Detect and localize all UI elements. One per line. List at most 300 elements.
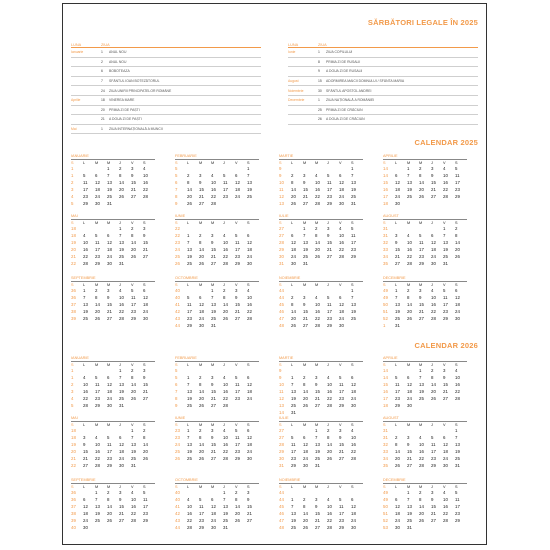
day-cell: 13 bbox=[187, 442, 192, 447]
day-cell: 5 bbox=[95, 233, 98, 238]
week-number: 44 bbox=[175, 525, 180, 530]
week-number: 10 bbox=[279, 180, 284, 185]
month-block bbox=[71, 214, 155, 270]
day-cell: 2 bbox=[143, 428, 146, 433]
day-cell: 1 bbox=[131, 428, 134, 433]
weekday-label: V bbox=[131, 484, 134, 489]
day-cell: 21 bbox=[143, 247, 148, 252]
month-block bbox=[279, 154, 363, 210]
day-cell: 13 bbox=[395, 302, 400, 307]
weekday-label: M bbox=[211, 160, 215, 165]
weekday-label: M bbox=[107, 484, 111, 489]
week-number: 48 bbox=[279, 525, 284, 530]
day-cell: 14 bbox=[131, 240, 136, 245]
day-cell: 6 bbox=[235, 173, 238, 178]
day-cell: 14 bbox=[395, 449, 400, 454]
day-cell: 11 bbox=[199, 504, 204, 509]
day-cell: 31 bbox=[223, 525, 228, 530]
weekday-label: L bbox=[83, 282, 86, 287]
day-cell: 15 bbox=[407, 449, 412, 454]
weekday-label: M bbox=[419, 220, 423, 225]
day-cell: 8 bbox=[199, 435, 202, 440]
day-cell: 26 bbox=[235, 518, 240, 523]
day-cell: 19 bbox=[455, 449, 460, 454]
day-cell: 2 bbox=[223, 288, 226, 293]
day-cell: 17 bbox=[187, 309, 192, 314]
weekday-label: S bbox=[247, 282, 250, 287]
weekday-label: S bbox=[383, 484, 386, 489]
week-number: 43 bbox=[175, 316, 180, 321]
day-cell: 19 bbox=[351, 309, 356, 314]
day-cell: 5 bbox=[431, 435, 434, 440]
weekday-label: J bbox=[327, 484, 329, 489]
holiday-row bbox=[71, 86, 261, 96]
day-cell: 6 bbox=[443, 435, 446, 440]
week-number: 22 bbox=[71, 261, 76, 266]
day-cell: 14 bbox=[315, 240, 320, 245]
day-cell: 16 bbox=[247, 302, 252, 307]
day-cell: 17 bbox=[235, 442, 240, 447]
weekday-label: S bbox=[351, 484, 354, 489]
day-cell: 29 bbox=[95, 403, 100, 408]
day-cell: 18 bbox=[199, 309, 204, 314]
day-cell: 8 bbox=[235, 497, 238, 502]
day-cell: 6 bbox=[211, 497, 214, 502]
weekday-label: M bbox=[315, 220, 319, 225]
holiday-row bbox=[71, 48, 261, 58]
weekday-label: S bbox=[351, 220, 354, 225]
month-block bbox=[175, 356, 259, 412]
month-block bbox=[279, 356, 363, 415]
day-cell: 26 bbox=[107, 518, 112, 523]
day-cell: 27 bbox=[327, 254, 332, 259]
day-cell: 2 bbox=[315, 226, 318, 231]
day-cell: 25 bbox=[315, 456, 320, 461]
day-cell: 1 bbox=[247, 166, 250, 171]
day-cell: 22 bbox=[211, 194, 216, 199]
month-name: IANUARIE bbox=[71, 356, 155, 362]
day-cell: 8 bbox=[315, 233, 318, 238]
day-cell: 9 bbox=[431, 173, 434, 178]
day-cell: 16 bbox=[351, 442, 356, 447]
holiday-day: 18 bbox=[101, 98, 105, 103]
day-cell: 17 bbox=[107, 449, 112, 454]
week-number: 26 bbox=[175, 261, 180, 266]
day-cell: 27 bbox=[199, 201, 204, 206]
month-name: MARTIE bbox=[279, 356, 363, 362]
weekday-label: V bbox=[339, 362, 342, 367]
day-cell: 3 bbox=[199, 173, 202, 178]
day-cell: 13 bbox=[443, 240, 448, 245]
week-number: 23 bbox=[175, 240, 180, 245]
day-cell: 27 bbox=[83, 463, 88, 468]
day-cell: 14 bbox=[291, 187, 296, 192]
day-cell: 12 bbox=[247, 382, 252, 387]
month-block bbox=[175, 276, 259, 332]
weekday-label: M bbox=[95, 484, 99, 489]
week-number: 34 bbox=[383, 254, 388, 259]
day-cell: 20 bbox=[223, 309, 228, 314]
day-cell: 28 bbox=[211, 201, 216, 206]
day-cell: 16 bbox=[223, 389, 228, 394]
week-number: 40 bbox=[175, 490, 180, 495]
weekday-label: M bbox=[407, 160, 411, 165]
holiday-day: 1 bbox=[101, 50, 103, 55]
day-cell: 8 bbox=[199, 240, 202, 245]
day-cell: 20 bbox=[235, 511, 240, 516]
day-cell: 6 bbox=[431, 233, 434, 238]
month-block bbox=[383, 478, 467, 534]
weekday-label: V bbox=[443, 422, 446, 427]
day-cell: 19 bbox=[303, 247, 308, 252]
day-cell: 24 bbox=[107, 396, 112, 401]
day-cell: 11 bbox=[143, 497, 148, 502]
day-cell: 9 bbox=[247, 497, 250, 502]
day-cell: 23 bbox=[339, 396, 344, 401]
day-cell: 14 bbox=[199, 247, 204, 252]
weekday-label: L bbox=[187, 160, 190, 165]
day-cell: 3 bbox=[315, 375, 318, 380]
day-cell: 7 bbox=[303, 233, 306, 238]
weekday-label: V bbox=[339, 160, 342, 165]
weekday-label: M bbox=[315, 160, 319, 165]
day-cell: 22 bbox=[443, 187, 448, 192]
week-number: 44 bbox=[279, 490, 284, 495]
holiday-name: PRIMA ZI DE RUSALII bbox=[326, 59, 361, 64]
month-name: FEBRUARIE bbox=[175, 356, 259, 362]
weekday-label: S bbox=[279, 282, 282, 287]
day-cell: 20 bbox=[419, 187, 424, 192]
day-cell: 21 bbox=[327, 247, 332, 252]
day-cell: 15 bbox=[339, 442, 344, 447]
day-cell: 26 bbox=[199, 261, 204, 266]
week-number: 18 bbox=[383, 201, 388, 206]
day-cell: 22 bbox=[443, 511, 448, 516]
day-cell: 18 bbox=[395, 511, 400, 516]
weekday-label: M bbox=[407, 282, 411, 287]
week-number: 28 bbox=[279, 442, 284, 447]
week-number: 31 bbox=[383, 233, 388, 238]
day-cell: 7 bbox=[291, 504, 294, 509]
holiday-name: ZIUA UNIRII PRINCIPATELOR ROMÂNE bbox=[109, 88, 172, 93]
day-cell: 14 bbox=[223, 302, 228, 307]
month-block bbox=[175, 416, 259, 472]
week-number: 31 bbox=[383, 428, 388, 433]
day-cell: 19 bbox=[419, 389, 424, 394]
day-cell: 11 bbox=[455, 497, 460, 502]
week-number: 50 bbox=[383, 504, 388, 509]
day-cell: 23 bbox=[199, 518, 204, 523]
weekday-label: L bbox=[187, 362, 190, 367]
day-cell: 4 bbox=[431, 288, 434, 293]
weekday-label: J bbox=[119, 282, 121, 287]
day-cell: 30 bbox=[211, 525, 216, 530]
weekday-header bbox=[175, 422, 259, 427]
day-cell: 26 bbox=[223, 316, 228, 321]
day-cell: 2 bbox=[395, 435, 398, 440]
day-cell: 18 bbox=[339, 309, 344, 314]
holiday-name: ANUL NOU bbox=[109, 50, 127, 55]
week-number: 22 bbox=[175, 226, 180, 231]
day-cell: 22 bbox=[419, 456, 424, 461]
holiday-name: SFÂNTUL APOSTOL ANDREI bbox=[326, 88, 372, 93]
day-cell: 29 bbox=[455, 194, 460, 199]
week-number: 26 bbox=[175, 456, 180, 461]
day-cell: 17 bbox=[199, 511, 204, 516]
day-cell: 15 bbox=[303, 309, 308, 314]
day-cell: 22 bbox=[223, 449, 228, 454]
week-number: 21 bbox=[71, 456, 76, 461]
day-cell: 25 bbox=[187, 261, 192, 266]
day-cell: 15 bbox=[107, 302, 112, 307]
day-cell: 21 bbox=[407, 456, 412, 461]
day-cell: 13 bbox=[455, 442, 460, 447]
month-name: MAI bbox=[71, 214, 155, 220]
day-cell: 9 bbox=[419, 295, 422, 300]
day-cell: 3 bbox=[395, 233, 398, 238]
day-cell: 25 bbox=[443, 254, 448, 259]
weekday-label: S bbox=[455, 282, 458, 287]
day-cell: 27 bbox=[315, 403, 320, 408]
weekday-label: J bbox=[327, 160, 329, 165]
day-cell: 11 bbox=[95, 240, 100, 245]
day-cell: 29 bbox=[395, 403, 400, 408]
weekday-label: M bbox=[315, 362, 319, 367]
day-cell: 20 bbox=[395, 456, 400, 461]
holiday-day: 30 bbox=[318, 88, 322, 93]
day-cell: 21 bbox=[107, 309, 112, 314]
day-cell: 7 bbox=[107, 173, 110, 178]
day-cell: 28 bbox=[431, 316, 436, 321]
weekday-label: V bbox=[443, 484, 446, 489]
weekday-label: L bbox=[395, 362, 398, 367]
day-cell: 24 bbox=[395, 518, 400, 523]
weekday-label: S bbox=[71, 484, 74, 489]
day-cell: 14 bbox=[95, 302, 100, 307]
day-cell: 3 bbox=[143, 226, 146, 231]
day-cell: 30 bbox=[339, 201, 344, 206]
day-cell: 27 bbox=[107, 316, 112, 321]
day-cell: 4 bbox=[327, 497, 330, 502]
day-cell: 10 bbox=[187, 504, 192, 509]
day-cell: 22 bbox=[351, 449, 356, 454]
day-cell: 1 bbox=[83, 288, 86, 293]
day-cell: 6 bbox=[395, 497, 398, 502]
day-cell: 26 bbox=[419, 518, 424, 523]
day-cell: 20 bbox=[291, 194, 296, 199]
day-cell: 30 bbox=[339, 323, 344, 328]
holiday-name: A DOUA ZI DE PAȘTI bbox=[109, 117, 142, 122]
day-cell: 10 bbox=[223, 435, 228, 440]
days-grid bbox=[279, 367, 363, 416]
day-cell: 7 bbox=[223, 497, 226, 502]
day-cell: 21 bbox=[235, 309, 240, 314]
day-cell: 25 bbox=[351, 316, 356, 321]
day-cell: 6 bbox=[351, 497, 354, 502]
days-grid bbox=[279, 287, 363, 329]
weekday-label: M bbox=[419, 160, 423, 165]
holiday-day: 20 bbox=[101, 107, 105, 112]
weekday-header bbox=[175, 160, 259, 165]
month-block bbox=[175, 478, 259, 534]
weekday-label: S bbox=[175, 484, 178, 489]
day-cell: 3 bbox=[303, 173, 306, 178]
day-cell: 4 bbox=[419, 435, 422, 440]
weekday-label: M bbox=[199, 484, 203, 489]
day-cell: 4 bbox=[223, 233, 226, 238]
week-number: 18 bbox=[71, 428, 76, 433]
day-cell: 27 bbox=[143, 254, 148, 259]
week-number: 40 bbox=[175, 497, 180, 502]
day-cell: 5 bbox=[235, 428, 238, 433]
day-cell: 19 bbox=[407, 187, 412, 192]
holiday-name: PRIMA ZI DE PAȘTI bbox=[109, 107, 140, 112]
day-cell: 14 bbox=[419, 504, 424, 509]
holiday-row bbox=[288, 86, 478, 96]
day-cell: 1 bbox=[351, 166, 354, 171]
day-cell: 4 bbox=[327, 375, 330, 380]
day-cell: 29 bbox=[431, 463, 436, 468]
day-cell: 8 bbox=[107, 497, 110, 502]
day-cell: 4 bbox=[223, 375, 226, 380]
days-grid bbox=[383, 427, 467, 469]
day-cell: 31 bbox=[291, 410, 296, 415]
week-number: 1 bbox=[71, 166, 74, 171]
day-cell: 5 bbox=[291, 435, 294, 440]
day-cell: 28 bbox=[83, 403, 88, 408]
day-cell: 14 bbox=[455, 240, 460, 245]
day-cell: 2 bbox=[303, 497, 306, 502]
day-cell: 23 bbox=[431, 456, 436, 461]
day-cell: 4 bbox=[247, 288, 250, 293]
day-cell: 23 bbox=[187, 316, 192, 321]
day-cell: 21 bbox=[119, 511, 124, 516]
day-cell: 21 bbox=[443, 389, 448, 394]
week-number: 27 bbox=[279, 233, 284, 238]
day-cell: 17 bbox=[95, 247, 100, 252]
day-cell: 29 bbox=[199, 525, 204, 530]
week-number: 5 bbox=[175, 173, 178, 178]
day-cell: 17 bbox=[351, 240, 356, 245]
holiday-name: PRIMA ZI DE CRĂCIUN bbox=[326, 107, 363, 112]
day-cell: 16 bbox=[223, 442, 228, 447]
day-cell: 20 bbox=[187, 194, 192, 199]
day-cell: 1 bbox=[119, 226, 122, 231]
day-cell: 21 bbox=[83, 456, 88, 461]
days-grid bbox=[71, 287, 155, 322]
day-cell: 8 bbox=[131, 233, 134, 238]
holiday-name: A DOUA ZI DE RUSALII bbox=[326, 69, 363, 74]
day-cell: 11 bbox=[419, 240, 424, 245]
day-cell: 6 bbox=[83, 497, 86, 502]
week-number: 8 bbox=[175, 396, 178, 401]
week-number: 49 bbox=[383, 490, 388, 495]
day-cell: 23 bbox=[455, 187, 460, 192]
day-cell: 29 bbox=[131, 316, 136, 321]
day-cell: 9 bbox=[315, 504, 318, 509]
week-number: 14 bbox=[383, 173, 388, 178]
day-cell: 28 bbox=[315, 201, 320, 206]
day-cell: 30 bbox=[143, 316, 148, 321]
day-cell: 9 bbox=[395, 240, 398, 245]
day-cell: 14 bbox=[419, 180, 424, 185]
day-cell: 24 bbox=[291, 254, 296, 259]
day-cell: 16 bbox=[315, 309, 320, 314]
weekday-header bbox=[279, 362, 363, 367]
holiday-day: 2 bbox=[101, 59, 103, 64]
weekday-header bbox=[71, 160, 155, 165]
day-cell: 30 bbox=[107, 403, 112, 408]
day-cell: 3 bbox=[235, 288, 238, 293]
day-cell: 27 bbox=[211, 261, 216, 266]
day-cell: 11 bbox=[95, 382, 100, 387]
holidays-header bbox=[288, 41, 478, 48]
day-cell: 11 bbox=[235, 435, 240, 440]
holiday-row bbox=[71, 67, 261, 77]
week-number: 31 bbox=[279, 261, 284, 266]
holiday-row bbox=[71, 96, 261, 106]
day-cell: 26 bbox=[95, 316, 100, 321]
weekday-label: M bbox=[303, 362, 307, 367]
weekday-label: M bbox=[315, 282, 319, 287]
day-cell: 18 bbox=[407, 389, 412, 394]
month-block bbox=[279, 214, 363, 270]
day-cell: 14 bbox=[291, 309, 296, 314]
weekday-label: V bbox=[235, 160, 238, 165]
weekday-label: M bbox=[407, 220, 411, 225]
weekday-label: J bbox=[431, 422, 433, 427]
calendar-title-2025: CALENDAR 2025 bbox=[414, 138, 478, 147]
day-cell: 23 bbox=[395, 396, 400, 401]
day-cell: 12 bbox=[235, 180, 240, 185]
week-number: 7 bbox=[175, 389, 178, 394]
day-cell: 15 bbox=[211, 389, 216, 394]
day-cell: 6 bbox=[407, 375, 410, 380]
day-cell: 30 bbox=[431, 261, 436, 266]
weekday-label: L bbox=[83, 362, 86, 367]
day-cell: 4 bbox=[339, 226, 342, 231]
day-cell: 10 bbox=[119, 295, 124, 300]
day-cell: 22 bbox=[83, 254, 88, 259]
day-cell: 31 bbox=[351, 201, 356, 206]
day-cell: 5 bbox=[327, 173, 330, 178]
day-cell: 23 bbox=[351, 247, 356, 252]
day-cell: 3 bbox=[315, 497, 318, 502]
day-cell: 29 bbox=[143, 518, 148, 523]
weekday-label: S bbox=[71, 362, 74, 367]
week-number: 9 bbox=[279, 166, 282, 171]
day-cell: 2 bbox=[199, 233, 202, 238]
weekday-header bbox=[279, 160, 363, 165]
holiday-month: Aprilie bbox=[71, 98, 81, 103]
day-cell: 20 bbox=[95, 309, 100, 314]
day-cell: 22 bbox=[327, 396, 332, 401]
day-cell: 15 bbox=[327, 240, 332, 245]
day-cell: 15 bbox=[119, 504, 124, 509]
day-cell: 16 bbox=[131, 504, 136, 509]
week-number: 16 bbox=[383, 389, 388, 394]
week-number: 2 bbox=[71, 180, 74, 185]
month-block bbox=[71, 478, 155, 534]
day-cell: 9 bbox=[211, 240, 214, 245]
day-cell: 5 bbox=[95, 375, 98, 380]
day-cell: 13 bbox=[119, 240, 124, 245]
day-cell: 9 bbox=[235, 295, 238, 300]
week-number: 53 bbox=[383, 525, 388, 530]
day-cell: 21 bbox=[247, 511, 252, 516]
day-cell: 10 bbox=[95, 442, 100, 447]
week-number: 18 bbox=[71, 435, 76, 440]
